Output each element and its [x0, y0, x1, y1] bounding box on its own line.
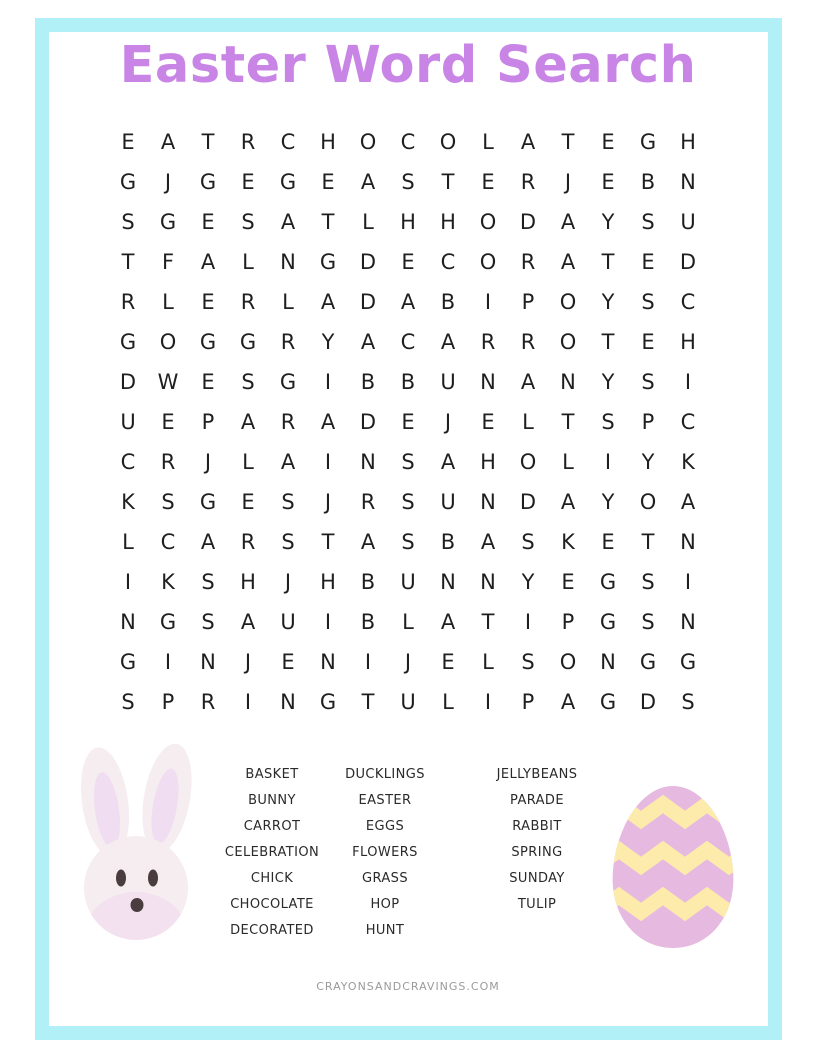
grid-letter: D: [119, 370, 137, 394]
grid-letter: Y: [601, 490, 615, 514]
grid-letter: Y: [641, 450, 655, 474]
word-item: HUNT: [365, 923, 405, 938]
grid-letter: T: [481, 610, 495, 634]
grid-letter: G: [639, 650, 657, 674]
grid-letter: H: [320, 570, 336, 594]
grid-letter: K: [681, 450, 695, 474]
grid-letter: O: [479, 210, 497, 234]
grid-letter: G: [239, 330, 257, 354]
grid-letter: A: [520, 370, 536, 394]
grid-letter: J: [284, 570, 292, 594]
grid-letter: J: [204, 450, 212, 474]
grid-letter: P: [521, 690, 535, 714]
grid-letter: A: [480, 530, 496, 554]
grid-letter: S: [241, 210, 255, 234]
grid-letter: C: [440, 250, 456, 274]
grid-letter: P: [641, 410, 655, 434]
grid-letter: C: [680, 290, 696, 314]
grid-letter: E: [321, 170, 335, 194]
grid-letter: N: [680, 170, 696, 194]
grid-letter: G: [199, 330, 217, 354]
grid-letter: Y: [601, 370, 615, 394]
footer-url: CRAYONSANDCRAVINGS.COM: [316, 980, 500, 993]
grid-letter: O: [559, 290, 577, 314]
grid-letter: A: [280, 210, 296, 234]
word-item: CHICK: [250, 871, 294, 886]
grid-letter: T: [641, 530, 655, 554]
grid-letter: L: [402, 610, 414, 634]
grid-letter: H: [680, 130, 696, 154]
grid-letter: R: [280, 330, 296, 354]
grid-letter: L: [122, 530, 134, 554]
grid-letter: G: [639, 130, 657, 154]
grid-letter: T: [561, 130, 575, 154]
grid-letter: R: [240, 530, 256, 554]
grid-letter: D: [519, 490, 537, 514]
grid-letter: N: [320, 650, 336, 674]
grid-letter: L: [242, 250, 254, 274]
grid-letter: I: [604, 450, 612, 474]
grid-letter: O: [559, 330, 577, 354]
grid-letter: I: [324, 370, 332, 394]
grid-letter: A: [320, 290, 336, 314]
grid-letter: N: [680, 530, 696, 554]
grid-letter: G: [159, 610, 177, 634]
grid-letter: A: [560, 690, 576, 714]
word-item: RABBIT: [512, 819, 562, 834]
grid-letter: G: [199, 170, 217, 194]
grid-letter: P: [521, 290, 535, 314]
grid-letter: S: [401, 450, 415, 474]
grid-letter: A: [360, 330, 376, 354]
grid-letter: A: [320, 410, 336, 434]
grid-letter: G: [319, 690, 337, 714]
grid-letter: H: [680, 330, 696, 354]
grid-letter: A: [400, 290, 416, 314]
grid-letter: U: [440, 490, 456, 514]
grid-letter: D: [519, 210, 537, 234]
grid-letter: H: [440, 210, 456, 234]
grid-letter: S: [521, 650, 535, 674]
grid-letter: N: [480, 490, 496, 514]
grid-letter: B: [360, 610, 376, 634]
easter-bunny-icon: [55, 740, 220, 965]
grid-letter: N: [280, 250, 296, 274]
grid-letter: R: [520, 330, 536, 354]
grid-letter: J: [444, 410, 452, 434]
grid-letter: G: [119, 650, 137, 674]
grid-letter: T: [441, 170, 455, 194]
grid-letter: E: [241, 170, 255, 194]
grid-letter: G: [279, 170, 297, 194]
grid-letter: K: [561, 530, 575, 554]
grid-letter: O: [519, 450, 537, 474]
grid-letter: O: [559, 650, 577, 674]
grid-letter: S: [281, 490, 295, 514]
grid-letter: O: [159, 330, 177, 354]
grid-letter: G: [119, 170, 137, 194]
grid-letter: A: [560, 210, 576, 234]
word-item: GRASS: [362, 871, 408, 886]
grid-letter: P: [561, 610, 575, 634]
grid-letter: D: [679, 250, 697, 274]
grid-letter: I: [164, 650, 172, 674]
grid-letter: B: [360, 370, 376, 394]
grid-letter: P: [161, 690, 175, 714]
grid-letter: S: [241, 370, 255, 394]
grid-letter: N: [480, 570, 496, 594]
grid-letter: E: [601, 170, 615, 194]
letter-grid: [108, 122, 708, 722]
word-item: TULIP: [517, 897, 557, 912]
word-item: JELLYBEANS: [496, 767, 578, 782]
grid-letter: S: [641, 290, 655, 314]
grid-letter: E: [241, 490, 255, 514]
grid-letter: E: [401, 410, 415, 434]
grid-letter: U: [400, 690, 416, 714]
grid-letter: I: [684, 570, 692, 594]
grid-letter: R: [200, 690, 216, 714]
grid-letter: R: [280, 410, 296, 434]
grid-letter: I: [484, 290, 492, 314]
grid-letter: G: [159, 210, 177, 234]
grid-letter: P: [201, 410, 215, 434]
grid-letter: R: [120, 290, 136, 314]
grid-letter: G: [119, 330, 137, 354]
grid-letter: H: [240, 570, 256, 594]
grid-letter: T: [201, 130, 215, 154]
grid-letter: J: [564, 170, 572, 194]
word-item: CHOCOLATE: [230, 897, 314, 912]
grid-letter: U: [280, 610, 296, 634]
grid-letter: G: [199, 490, 217, 514]
grid-letter: C: [160, 530, 176, 554]
grid-letter: F: [161, 250, 175, 274]
grid-letter: L: [442, 690, 454, 714]
grid-letter: S: [121, 690, 135, 714]
grid-letter: W: [157, 370, 179, 394]
grid-letter: A: [240, 610, 256, 634]
grid-letter: E: [441, 650, 455, 674]
grid-letter: E: [161, 410, 175, 434]
grid-letter: L: [242, 450, 254, 474]
grid-letter: O: [479, 250, 497, 274]
grid-letter: Y: [601, 290, 615, 314]
grid-letter: A: [440, 330, 456, 354]
grid-letter: L: [482, 130, 494, 154]
grid-letter: U: [680, 210, 696, 234]
grid-letter: A: [200, 530, 216, 554]
grid-letter: S: [521, 530, 535, 554]
grid-letter: S: [641, 610, 655, 634]
grid-letter: I: [524, 610, 532, 634]
grid-letter: S: [641, 370, 655, 394]
word-item: CELEBRATION: [224, 845, 320, 860]
grid-letter: I: [364, 650, 372, 674]
grid-letter: Y: [521, 570, 535, 594]
grid-letter: E: [601, 530, 615, 554]
grid-letter: I: [124, 570, 132, 594]
grid-letter: R: [360, 490, 376, 514]
grid-letter: R: [240, 130, 256, 154]
grid-letter: N: [600, 650, 616, 674]
grid-letter: A: [240, 410, 256, 434]
word-item: DUCKLINGS: [345, 767, 425, 782]
grid-letter: N: [120, 610, 136, 634]
word-item: EGGS: [365, 819, 405, 834]
grid-letter: B: [440, 530, 456, 554]
grid-letter: R: [480, 330, 496, 354]
word-item: FLOWERS: [352, 845, 418, 860]
grid-letter: G: [599, 570, 617, 594]
grid-letter: A: [200, 250, 216, 274]
grid-letter: S: [201, 570, 215, 594]
grid-letter: T: [561, 410, 575, 434]
grid-letter: J: [324, 490, 332, 514]
grid-letter: E: [601, 130, 615, 154]
word-item: HOP: [370, 897, 400, 912]
puzzle-title: Easter Word Search: [119, 36, 697, 95]
grid-letter: J: [404, 650, 412, 674]
easter-egg-icon: [605, 782, 741, 952]
grid-letter: U: [440, 370, 456, 394]
grid-letter: S: [281, 530, 295, 554]
grid-letter: E: [481, 170, 495, 194]
grid-letter: N: [560, 370, 576, 394]
grid-letter: G: [599, 610, 617, 634]
word-item: BUNNY: [248, 793, 296, 808]
grid-letter: I: [684, 370, 692, 394]
grid-letter: E: [201, 370, 215, 394]
grid-letter: A: [440, 450, 456, 474]
grid-letter: A: [360, 530, 376, 554]
word-item: BASKET: [245, 767, 299, 782]
word-item: EASTER: [358, 793, 412, 808]
grid-letter: I: [324, 450, 332, 474]
grid-letter: I: [484, 690, 492, 714]
grid-letter: R: [240, 290, 256, 314]
grid-letter: N: [360, 450, 376, 474]
grid-letter: R: [160, 450, 176, 474]
grid-letter: A: [360, 170, 376, 194]
grid-letter: L: [282, 290, 294, 314]
grid-letter: B: [360, 570, 376, 594]
grid-letter: G: [319, 250, 337, 274]
grid-letter: T: [321, 210, 335, 234]
word-item: CARROT: [243, 819, 301, 834]
grid-letter: H: [320, 130, 336, 154]
grid-letter: A: [520, 130, 536, 154]
grid-letter: S: [641, 570, 655, 594]
grid-letter: D: [359, 250, 377, 274]
word-item: SUNDAY: [509, 871, 565, 886]
grid-letter: J: [164, 170, 172, 194]
grid-letter: C: [280, 130, 296, 154]
grid-letter: E: [641, 250, 655, 274]
grid-letter: E: [641, 330, 655, 354]
grid-letter: E: [281, 650, 295, 674]
grid-letter: H: [400, 210, 416, 234]
grid-letter: N: [280, 690, 296, 714]
grid-letter: U: [120, 410, 136, 434]
grid-letter: J: [244, 650, 252, 674]
word-item: DECORATED: [230, 923, 314, 938]
grid-letter: G: [279, 370, 297, 394]
grid-letter: U: [400, 570, 416, 594]
grid-letter: S: [641, 210, 655, 234]
grid-letter: S: [601, 410, 615, 434]
grid-letter: C: [680, 410, 696, 434]
grid-letter: N: [480, 370, 496, 394]
grid-letter: D: [359, 290, 377, 314]
grid-letter: S: [401, 490, 415, 514]
grid-letter: A: [280, 450, 296, 474]
grid-letter: I: [244, 690, 252, 714]
grid-letter: A: [680, 490, 696, 514]
grid-letter: A: [440, 610, 456, 634]
grid-letter: C: [120, 450, 136, 474]
word-item: SPRING: [511, 845, 563, 860]
grid-letter: G: [679, 650, 697, 674]
grid-letter: N: [680, 610, 696, 634]
grid-letter: S: [161, 490, 175, 514]
grid-letter: O: [639, 490, 657, 514]
grid-letter: L: [162, 290, 174, 314]
grid-letter: K: [121, 490, 135, 514]
grid-letter: T: [601, 250, 615, 274]
grid-letter: S: [401, 170, 415, 194]
grid-letter: S: [121, 210, 135, 234]
grid-letter: D: [359, 410, 377, 434]
grid-letter: G: [599, 690, 617, 714]
grid-letter: R: [520, 250, 536, 274]
grid-letter: A: [560, 250, 576, 274]
grid-letter: N: [200, 650, 216, 674]
grid-letter: T: [121, 250, 135, 274]
grid-letter: L: [362, 210, 374, 234]
grid-letter: K: [161, 570, 175, 594]
grid-letter: E: [481, 410, 495, 434]
grid-letter: B: [400, 370, 416, 394]
grid-letter: B: [640, 170, 656, 194]
grid-letter: E: [121, 130, 135, 154]
grid-letter: E: [561, 570, 575, 594]
grid-letter: C: [400, 330, 416, 354]
grid-letter: A: [560, 490, 576, 514]
grid-letter: S: [681, 690, 695, 714]
grid-letter: Y: [321, 330, 335, 354]
grid-letter: E: [201, 290, 215, 314]
grid-letter: A: [160, 130, 176, 154]
grid-letter: N: [440, 570, 456, 594]
grid-letter: E: [401, 250, 415, 274]
grid-letter: S: [401, 530, 415, 554]
grid-letter: I: [324, 610, 332, 634]
grid-letter: L: [482, 650, 494, 674]
grid-letter: R: [520, 170, 536, 194]
grid-letter: C: [400, 130, 416, 154]
grid-letter: L: [522, 410, 534, 434]
grid-letter: T: [361, 690, 375, 714]
grid-letter: Y: [601, 210, 615, 234]
grid-letter: L: [562, 450, 574, 474]
grid-letter: S: [201, 610, 215, 634]
grid-letter: H: [480, 450, 496, 474]
word-column: [447, 762, 627, 918]
grid-letter: T: [601, 330, 615, 354]
grid-letter: D: [639, 690, 657, 714]
grid-letter: B: [440, 290, 456, 314]
word-item: PARADE: [510, 793, 564, 808]
grid-letter: O: [359, 130, 377, 154]
grid-letter: E: [201, 210, 215, 234]
grid-letter: T: [321, 530, 335, 554]
grid-letter: O: [439, 130, 457, 154]
